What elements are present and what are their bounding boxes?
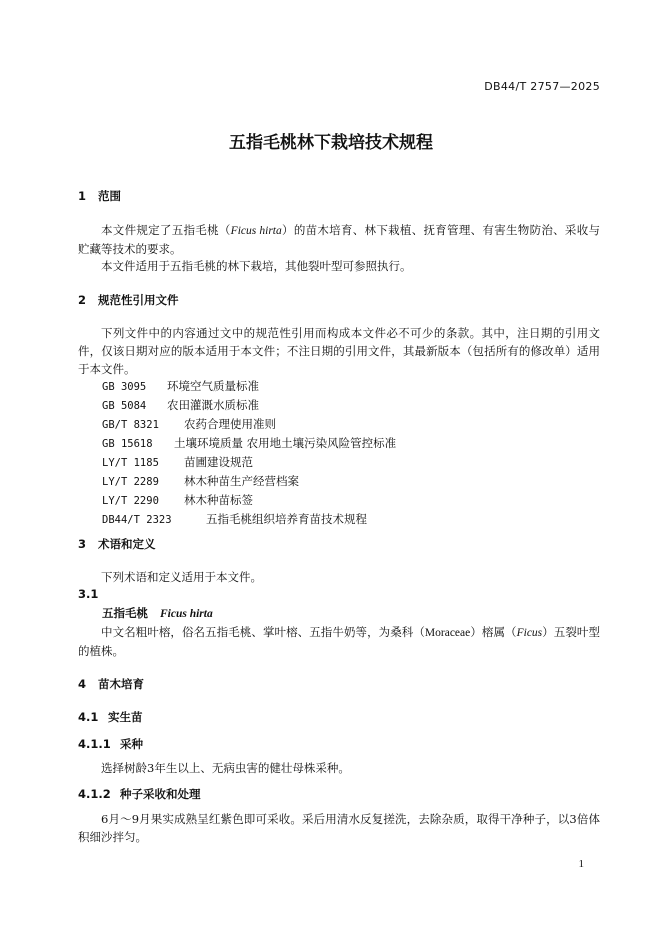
subsection-number: 4.1.2 xyxy=(78,787,111,801)
section-title: 术语和定义 xyxy=(98,537,156,551)
term-number: 3.1 xyxy=(78,587,99,601)
section-title: 苗木培育 xyxy=(98,677,144,691)
standard-code: DB44/T 2757—2025 xyxy=(484,80,600,93)
reference-item: LY/T 2290 林木种苗标签 xyxy=(102,493,253,507)
page-number: 1 xyxy=(578,858,584,870)
subsection-title: 实生苗 xyxy=(108,710,143,724)
reference-item: GB/T 8321 农药合理使用准则 xyxy=(102,417,276,431)
section-title: 规范性引用文件 xyxy=(98,293,179,307)
section-number: 4 xyxy=(78,677,87,691)
scope-paragraph-1: 本文件规定了五指毛桃（Ficus hirta）的苗木培育、林下栽植、抚育管理、有害生物防治、采收与贮藏等技术的要求。 xyxy=(78,223,601,256)
section-1-heading xyxy=(78,188,121,204)
seed-collection-paragraph: 选择树龄3年生以上、无病虫害的健壮母株采种。 xyxy=(101,761,350,775)
subsection-number: 4.1.1 xyxy=(78,737,111,751)
reference-item: GB 15618 土壤环境质量 农用地土壤污染风险管控标准 xyxy=(102,436,397,450)
reference-item: LY/T 1185 苗圃建设规范 xyxy=(102,455,253,469)
latin-name: Ficus hirta xyxy=(230,225,282,237)
subsection-number: 4.1 xyxy=(78,710,99,724)
subsection-4-1-heading xyxy=(78,709,143,725)
section-3-heading xyxy=(78,536,156,552)
seed-processing-paragraph: 6月～9月果实成熟呈红紫色即可采收。采后用清水反复搓洗，去除杂质，取得干净种子，以3倍体积细沙拌匀。 xyxy=(78,812,600,844)
subsection-title: 采种 xyxy=(120,737,143,751)
reference-item: DB44/T 2323 五指毛桃组织培养育苗技术规程 xyxy=(102,512,367,526)
terms-intro: 下列术语和定义适用于本文件。 xyxy=(101,570,262,584)
reference-item: GB 3095 环境空气质量标准 xyxy=(102,379,259,393)
term-latin: Ficus hirta xyxy=(160,608,213,620)
subsection-title: 种子采收和处理 xyxy=(120,787,201,801)
normative-references-paragraph: 下列文件中的内容通过文中的规范性引用而构成本文件必不可少的条款。其中，注日期的引用文件，仅该日期对应的版本适用于本文件；不注日期的引用文件，其最新版本（包括所有的修改单）适用于本文件。 xyxy=(78,326,600,376)
subsection-4-1-2-heading xyxy=(78,786,201,802)
subsection-4-1-1-heading xyxy=(78,736,143,752)
term-definition: 中文名粗叶榕，俗名五指毛桃、掌叶榕、五指牛奶等，为桑科（Moraceae）榕属（Ficus）五裂叶型的植株。 xyxy=(78,625,600,658)
section-2-heading xyxy=(78,292,179,308)
section-title: 范围 xyxy=(98,189,121,203)
section-number: 2 xyxy=(78,293,87,307)
document-title: 五指毛桃林下栽培技术规程 xyxy=(229,133,433,153)
section-number: 3 xyxy=(78,537,87,551)
reference-item: LY/T 2289 林木种苗生产经营档案 xyxy=(102,474,299,488)
section-4-heading xyxy=(78,676,144,692)
term-entry xyxy=(102,605,213,621)
term-chinese: 五指毛桃 xyxy=(102,606,148,620)
section-number: 1 xyxy=(78,189,87,203)
reference-item: GB 5084 农田灌溉水质标准 xyxy=(102,398,259,412)
scope-paragraph-2: 本文件适用于五指毛桃的林下栽培，其他裂叶型可参照执行。 xyxy=(101,259,412,273)
